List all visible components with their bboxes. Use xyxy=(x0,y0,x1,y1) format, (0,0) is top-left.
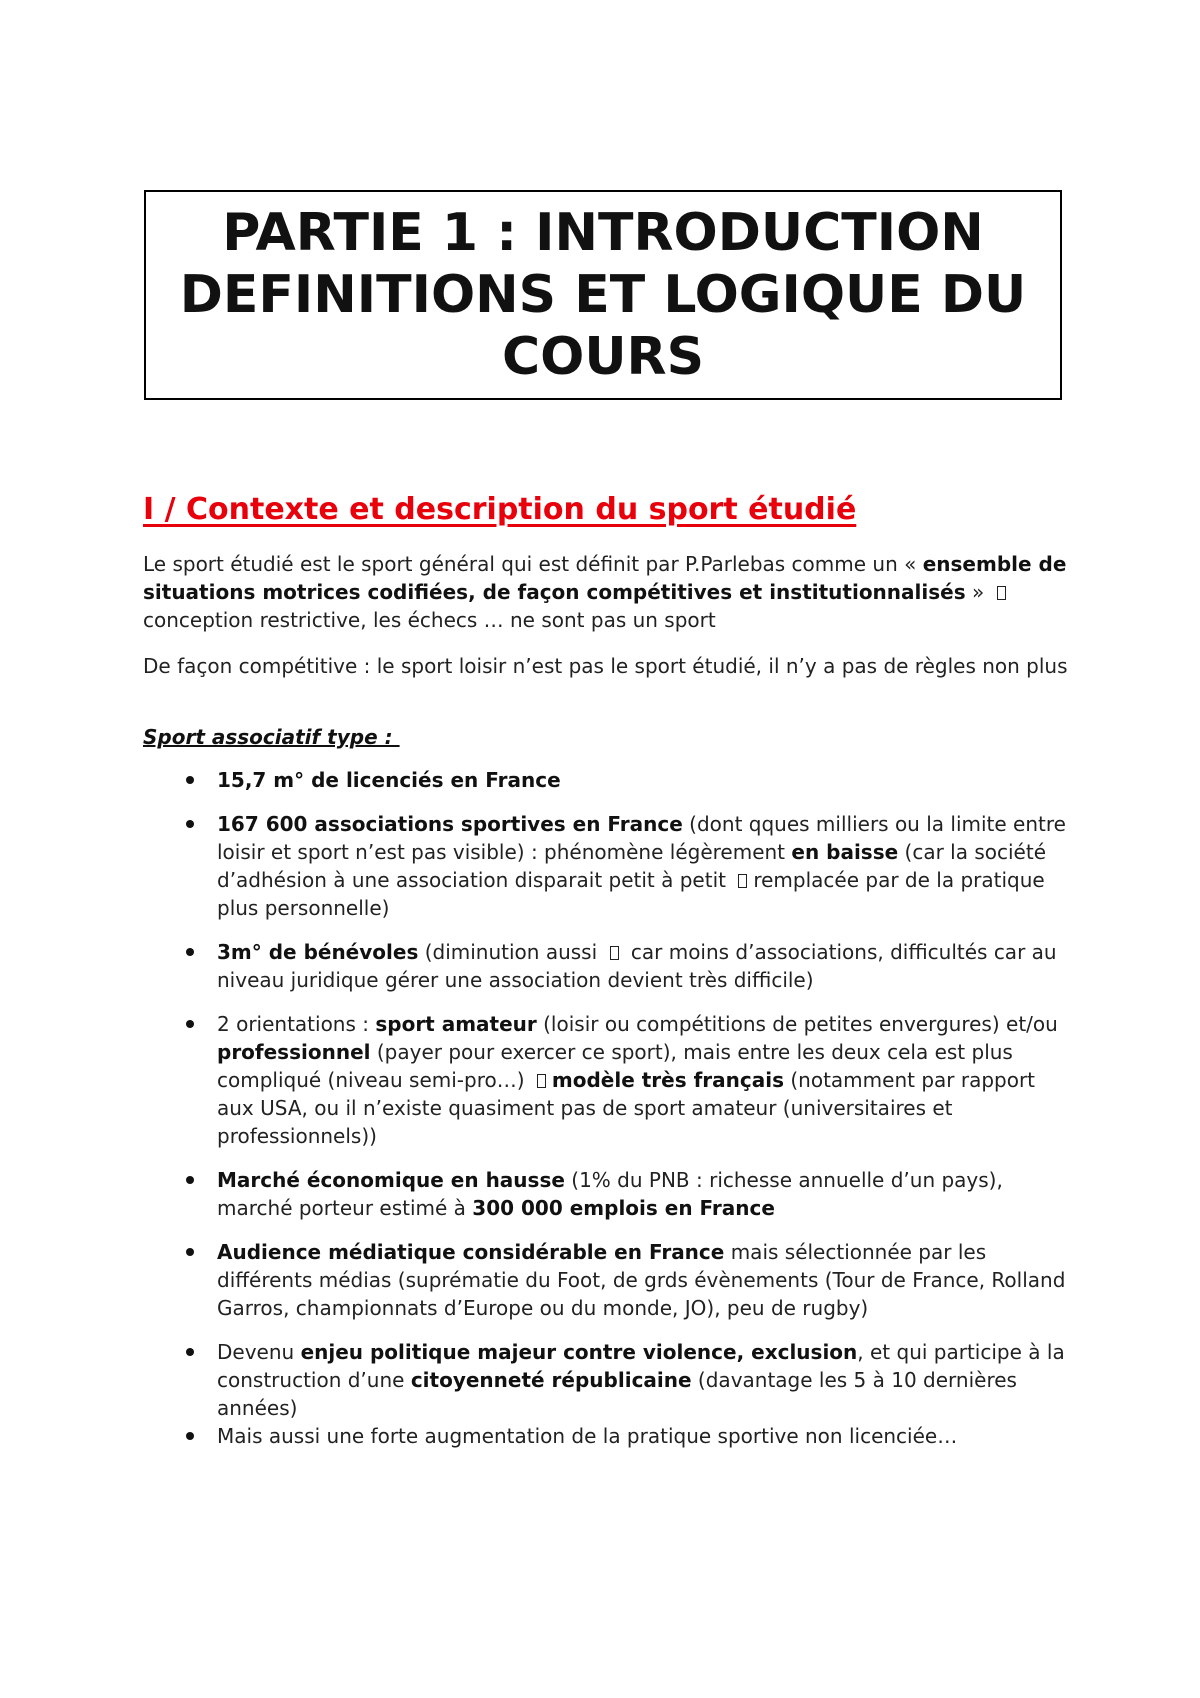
bullet-icon xyxy=(186,776,194,784)
text: (loisir ou compétitions de petites envergures) et/ou xyxy=(536,1012,1058,1036)
bold-text: professionnel xyxy=(217,1040,371,1064)
list-item xyxy=(143,1010,1073,1150)
paragraph-competitive: De façon compétitive : le sport loisir n’est pas le sport étudié, il n’y a pas de règles non plus xyxy=(143,654,1068,678)
text: Devenu xyxy=(217,1340,301,1364)
bold-text: Marché économique en hausse xyxy=(217,1168,565,1192)
text: (notamment par rapport aux USA, ou il n’existe quasiment pas de sport amateur (universitaires et professionnels)) xyxy=(217,1068,1036,1148)
bold-text: 167 600 associations sportives en France xyxy=(217,812,683,836)
section-heading: I / Contexte et description du sport étudié xyxy=(143,492,857,527)
list-item xyxy=(143,1422,1073,1450)
list-item xyxy=(143,1338,1073,1422)
paragraph-definition xyxy=(143,550,1073,634)
title-line-2: DEFINITIONS ET LOGIQUE DU xyxy=(179,265,1027,325)
subheading: Sport associatif type : xyxy=(143,725,400,749)
text: mais sélectionnée par les différents médias (suprématie du Foot, de grds évènements (Tour de France, Rolland Garros, championnats d’Europe ou du monde, JO), peu de rugby) xyxy=(217,1240,1066,1320)
bold-text: 3m° de bénévoles xyxy=(217,940,419,964)
bullet-icon xyxy=(186,1348,194,1356)
bold-text: enjeu politique majeur contre violence, exclusion xyxy=(300,1340,858,1364)
text: car moins d’associations, difficultés car au niveau juridique gérer une association devient très difficile) xyxy=(217,940,1057,992)
bullet-icon xyxy=(186,1020,194,1028)
bold-text: modèle très français xyxy=(551,1068,784,1092)
text: (payer pour exercer ce sport), mais entre les deux cela est plus compliqué (niveau semi-pro…) xyxy=(217,1040,1013,1092)
text: (car la société d’adhésion à une association disparait petit à petit xyxy=(217,840,1047,892)
text: (dont qques milliers ou la limite entre loisir et sport n’est pas visible) : phénomène légèrement xyxy=(217,812,1066,864)
bullet-icon xyxy=(186,1432,194,1440)
bullet-icon xyxy=(186,948,194,956)
text: , et qui participe à la construction d’une xyxy=(217,1340,1065,1392)
text: 2 orientations : xyxy=(217,1012,376,1036)
text: (diminution aussi xyxy=(418,940,604,964)
list-item xyxy=(143,810,1073,922)
missing-glyph-icon xyxy=(537,1074,546,1088)
text: » xyxy=(965,580,991,604)
text: Le sport étudié est le sport général qui est définit par P.Parlebas comme un « xyxy=(143,552,923,576)
title-box xyxy=(144,190,1062,400)
bold-text: 15,7 m° de licenciés en France xyxy=(217,768,561,792)
missing-glyph-icon xyxy=(610,946,619,960)
missing-glyph-icon xyxy=(738,874,747,888)
text: conception restrictive, les échecs … ne sont pas un sport xyxy=(143,608,716,632)
bullet-icon xyxy=(186,820,194,828)
list-item xyxy=(143,938,1073,994)
bold-text: 300 000 emplois en France xyxy=(472,1196,775,1220)
title-line-1: PARTIE 1 : INTRODUCTION xyxy=(222,203,984,263)
list-item xyxy=(143,766,1073,794)
list-item xyxy=(143,1166,1073,1222)
bullet-icon xyxy=(186,1248,194,1256)
missing-glyph-icon xyxy=(997,586,1006,600)
bold-text: ensemble de situations motrices codifiées, de façon compétitives et institutionnalisés xyxy=(143,552,1067,604)
bold-text: en baisse xyxy=(791,840,899,864)
text: remplacée par de la pratique plus personnelle) xyxy=(217,868,1045,920)
bold-text: Audience médiatique considérable en France xyxy=(217,1240,725,1264)
bullet-list xyxy=(143,766,1073,1466)
bold-text: sport amateur xyxy=(375,1012,537,1036)
bullet-icon xyxy=(186,1176,194,1184)
text: (davantage les 5 à 10 dernières années) xyxy=(217,1368,1017,1420)
bold-text: citoyenneté républicaine xyxy=(410,1368,692,1392)
list-item xyxy=(143,1238,1073,1322)
text: (1% du PNB : richesse annuelle d’un pays), marché porteur estimé à xyxy=(217,1168,1003,1220)
title-line-3: COURS xyxy=(501,327,705,387)
text: Mais aussi une forte augmentation de la pratique sportive non licenciée… xyxy=(217,1424,958,1448)
